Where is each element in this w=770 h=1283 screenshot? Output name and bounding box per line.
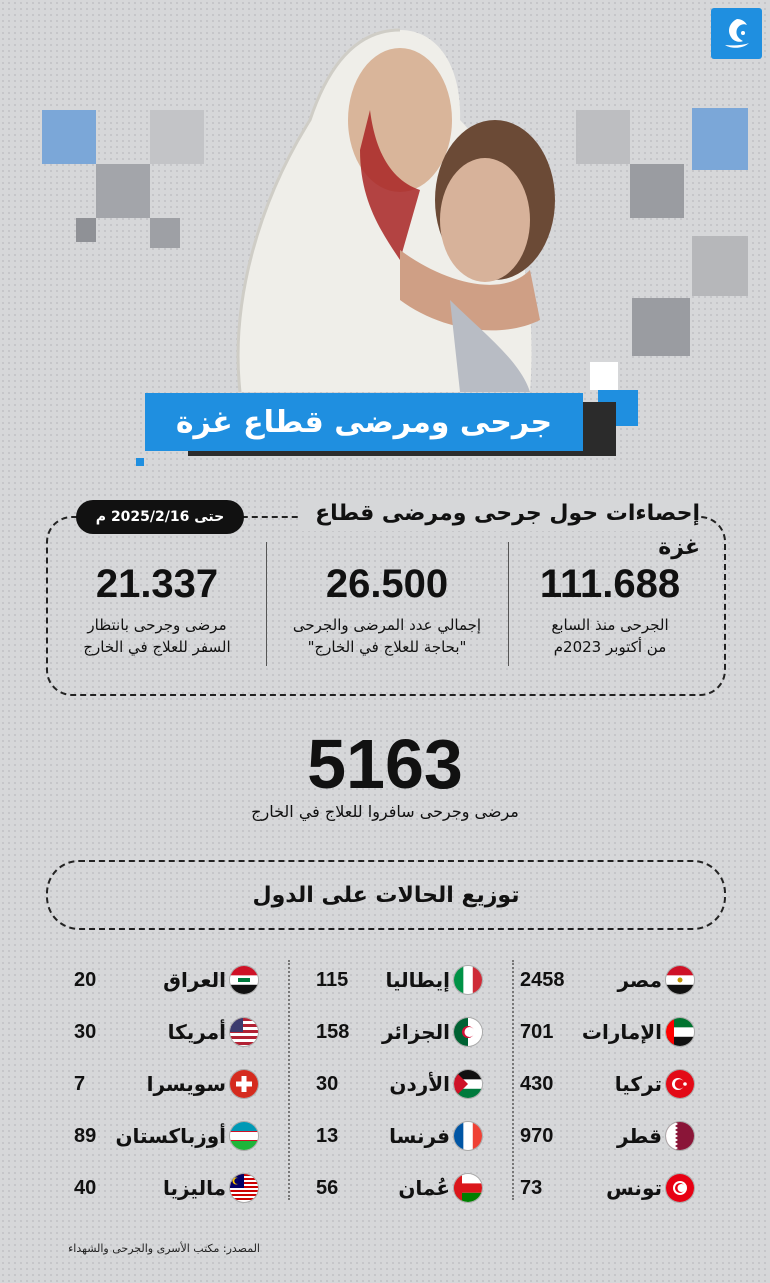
total-travelled-label: مرضى وجرحى سافروا للعلاج في الخارج (251, 802, 519, 821)
country-name: أوزباكستان (115, 1124, 226, 1148)
stat-need-treatment (282, 560, 492, 658)
deco-square (76, 218, 96, 242)
country-count: 2458 (520, 969, 565, 991)
country-count: 40 (74, 1177, 97, 1199)
deco-square (576, 110, 630, 164)
country-count: 7 (74, 1073, 86, 1095)
deco-square (630, 164, 684, 218)
country-name: العراق (163, 968, 226, 992)
country-name: تركيا (614, 1072, 662, 1096)
switzerland-flag-icon (230, 1070, 258, 1098)
al-jazeera-logo (711, 8, 762, 59)
country-name: إيطاليا (385, 968, 450, 992)
country-name: ماليزيا (162, 1176, 226, 1200)
stat-value: 111.688 (539, 562, 681, 606)
stat-wounded (505, 560, 715, 658)
country-row (0, 1066, 770, 1102)
country-count: 13 (316, 1125, 339, 1147)
country-count: 30 (316, 1073, 339, 1095)
source-note: المصدر: مكتب الأسرى والجرحى والشهداء (68, 1242, 260, 1255)
deco-square (692, 236, 748, 296)
country-name: الإمارات (581, 1020, 662, 1044)
country-name: الجزائر (381, 1020, 450, 1044)
deco-square (692, 108, 748, 170)
country-row (0, 1170, 770, 1206)
total-travelled-value: 5163 (307, 725, 463, 803)
country-name: قطر (616, 1124, 662, 1148)
stat-label: السفر للعلاج في الخارج (83, 638, 231, 656)
country-count: 73 (520, 1177, 543, 1199)
deco-square (96, 164, 150, 218)
malaysia-flag-icon (230, 1174, 258, 1202)
country-name: سويسرا (146, 1072, 226, 1096)
stats-heading: إحصاءات حول جرحى ومرضى قطاع غزة (300, 497, 700, 531)
country-name: أمريكا (167, 1020, 226, 1044)
deco-square (632, 298, 690, 356)
country-row (0, 1014, 770, 1050)
country-name: عُمان (398, 1176, 450, 1200)
deco-square (42, 110, 96, 164)
stat-value: 21.337 (95, 562, 219, 606)
uzbekistan-flag-icon (230, 1122, 258, 1150)
stat-label: "بحاجة للعلاج في الخارج" (307, 638, 467, 656)
country-row (0, 962, 770, 998)
country-name: الأردن (389, 1072, 450, 1096)
usa-flag-icon (230, 1018, 258, 1046)
country-count: 89 (74, 1125, 97, 1147)
country-count: 430 (520, 1073, 554, 1095)
country-name: تونس (606, 1176, 662, 1200)
country-name: فرنسا (389, 1124, 450, 1148)
country-count: 56 (316, 1177, 339, 1199)
stat-label: الجرحى منذ السابع (551, 616, 669, 634)
country-count: 970 (520, 1125, 554, 1147)
country-name: مصر (617, 968, 662, 992)
distribution-heading: توزيع الحالات على الدول (46, 860, 726, 930)
country-count: 115 (316, 969, 349, 991)
deco-square (150, 110, 204, 164)
divider (266, 542, 267, 666)
deco-square (136, 458, 144, 466)
deco-square (150, 218, 180, 248)
country-count: 20 (74, 969, 97, 991)
country-row (0, 1118, 770, 1154)
country-count: 30 (74, 1021, 97, 1043)
country-count: 701 (520, 1021, 554, 1043)
page-title: جرحى ومرضى قطاع غزة (145, 393, 583, 451)
stat-label: مرضى وجرحى بانتظار (87, 616, 227, 634)
stat-value: 26.500 (325, 562, 449, 606)
date-badge: حتى 2025/2/16 م (76, 500, 244, 534)
deco-square (590, 362, 618, 390)
iraq-flag-icon (230, 966, 258, 994)
stat-label: من أكتوبر 2023م (553, 638, 667, 656)
hero-photo (200, 0, 560, 392)
country-count: 158 (316, 1021, 350, 1043)
stat-label: إجمالي عدد المرضى والجرحى (292, 616, 482, 634)
stat-awaiting-travel (52, 560, 262, 658)
